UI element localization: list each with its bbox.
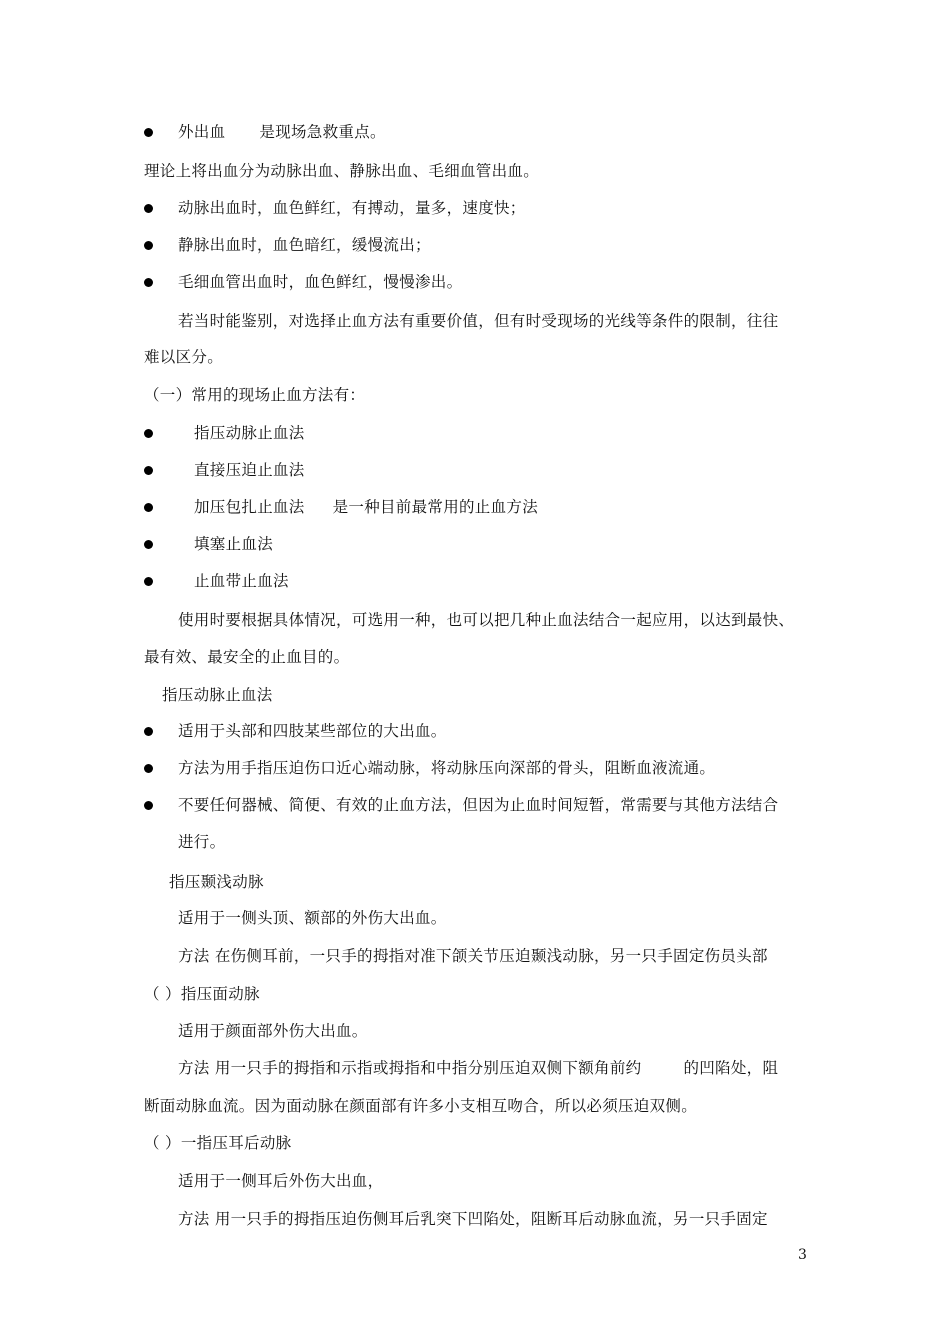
paragraph: 难以区分。	[144, 348, 224, 366]
method-text: 是一种目前最常用的止血方法	[332, 498, 539, 516]
section-heading: （一）常用的现场止血方法有：	[144, 386, 366, 404]
bullet-icon	[144, 466, 153, 475]
bullet-icon	[144, 429, 153, 438]
bullet-icon	[144, 278, 153, 287]
bullet-icon	[144, 577, 153, 586]
paragraph: 适用于一侧头顶、额部的外伤大出血。	[178, 909, 447, 927]
bullet-icon	[144, 204, 153, 213]
paragraph: 理论上将出血分为动脉出血、静脉出血、毛细血管出血。	[144, 162, 540, 180]
method-item: 直接压迫止血法	[194, 461, 305, 479]
paragraph: 方法 用一只手的拇指压迫伤侧耳后乳突下凹陷处，阻断耳后动脉血流，另一只手固定	[178, 1210, 768, 1228]
bullet-icon	[144, 540, 153, 549]
paragraph	[178, 1058, 778, 1078]
method-item	[194, 497, 538, 517]
bullet-item	[178, 122, 386, 142]
bullet-item: 方法为用手指压迫伤口近心端动脉，将动脉压向深部的骨头，阻断血液流通。	[178, 759, 716, 777]
bullet-item: 不要任何器械、简便、有效的止血方法，但因为止血时间短暂，常需要与其他方法结合	[178, 796, 779, 814]
subsection-heading: （ ）一指压耳后动脉	[144, 1134, 292, 1152]
bullet-icon	[144, 727, 153, 736]
paragraph: 方法 在伤侧耳前，一只手的拇指对准下颌关节压迫颞浅动脉，另一只手固定伤员头部	[178, 947, 768, 965]
subsection-heading: （ ）指压面动脉	[144, 985, 260, 1003]
method-item: 指压动脉止血法	[194, 424, 305, 442]
bullet-text: 外出血	[178, 123, 226, 141]
bullet-item: 适用于头部和四肢某些部位的大出血。	[178, 722, 447, 740]
bullet-icon	[144, 503, 153, 512]
paragraph-text: 方法 用一只手的拇指和示指或拇指和中指分别压迫双侧下额角前约	[178, 1059, 642, 1077]
bullet-icon	[144, 764, 153, 773]
bullet-item-continued: 进行。	[178, 833, 226, 851]
bullet-icon	[144, 241, 153, 250]
bullet-text: 是现场急救重点。	[259, 123, 386, 141]
paragraph-text: 的凹陷处，阻	[683, 1059, 779, 1077]
paragraph: 使用时要根据具体情况，可选用一种，也可以把几种止血法结合一起应用，以达到最快、	[178, 611, 795, 629]
paragraph: 断面动脉血流。因为面动脉在颜面部有许多小支相互吻合，所以必须压迫双侧。	[144, 1097, 698, 1115]
paragraph: 适用于颜面部外伤大出血。	[178, 1022, 368, 1040]
bullet-icon	[144, 801, 153, 810]
bullet-item: 毛细血管出血时，血色鲜红，慢慢渗出。	[178, 273, 463, 291]
paragraph: 最有效、最安全的止血目的。	[144, 648, 350, 666]
method-item: 填塞止血法	[194, 535, 274, 553]
subsection-heading: 指压动脉止血法	[162, 686, 273, 704]
method-item: 止血带止血法	[194, 572, 289, 590]
page-number: 3	[798, 1247, 807, 1263]
bullet-item: 静脉出血时，血色暗红，缓慢流出；	[178, 236, 431, 254]
paragraph: 适用于一侧耳后外伤大出血，	[178, 1172, 384, 1190]
paragraph: 若当时能鉴别，对选择止血方法有重要价值，但有时受现场的光线等条件的限制，往往	[178, 312, 779, 330]
subsection-heading: 指压颞浅动脉	[169, 873, 264, 891]
method-text: 加压包扎止血法	[194, 498, 305, 516]
bullet-icon	[144, 128, 153, 137]
bullet-item: 动脉出血时，血色鲜红，有搏动，量多，速度快；	[178, 199, 526, 217]
